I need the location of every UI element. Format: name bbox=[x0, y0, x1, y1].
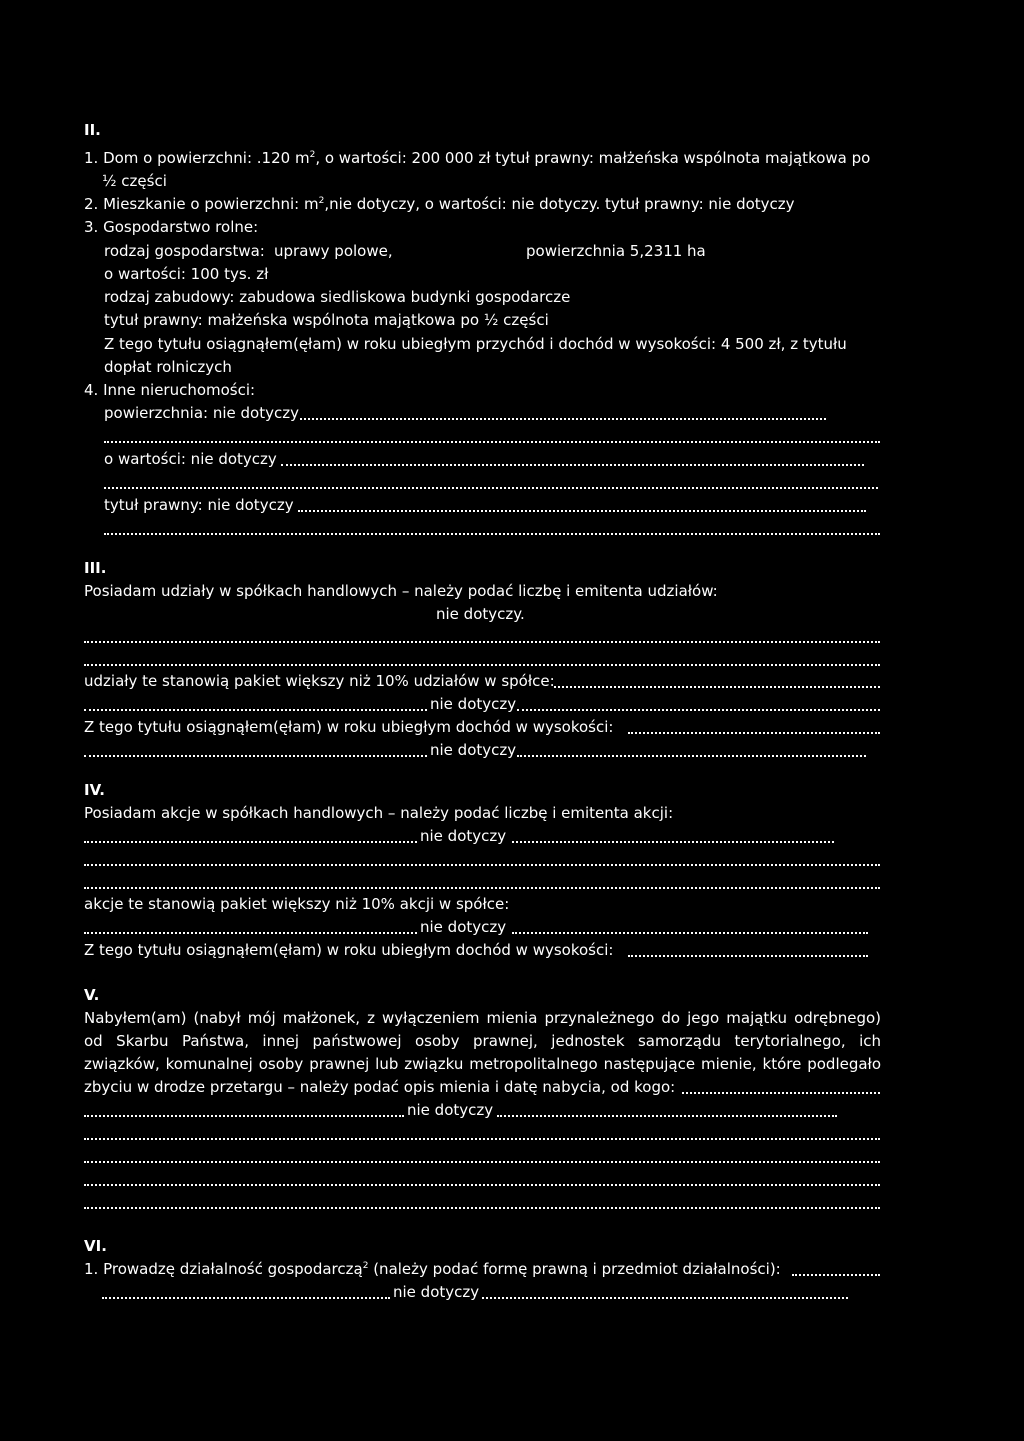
dotted-line bbox=[482, 1297, 848, 1299]
dotted-line bbox=[84, 932, 417, 934]
other-property-area: powierzchnia: nie dotyczy bbox=[104, 404, 299, 422]
dotted-line bbox=[512, 932, 868, 934]
section-vi-heading: VI. bbox=[84, 1237, 107, 1255]
shares-income-answer: nie dotyczy bbox=[430, 741, 517, 759]
apartment-text-a: 2. Mieszkanie o powierzchni: m bbox=[84, 195, 319, 213]
stocks-income-label: Z tego tytułu osiągnąłem(ęłam) w roku ubiegłym dochód w wysokości: bbox=[84, 941, 614, 959]
section-iv-heading: IV. bbox=[84, 781, 105, 799]
farm-area: powierzchnia 5,2311 ha bbox=[526, 242, 706, 260]
farm-type-value: uprawy polowe, bbox=[274, 242, 393, 260]
shares-stake-label: udziały te stanowią pakiet większy niż 10% udziałów w spółce: bbox=[84, 672, 555, 690]
dotted-line bbox=[84, 887, 880, 889]
other-property-legal: tytuł prawny: nie dotyczy bbox=[104, 496, 294, 514]
dotted-line bbox=[84, 1207, 880, 1209]
other-property-value: o wartości: nie dotyczy bbox=[104, 450, 277, 468]
house-line bbox=[84, 148, 870, 168]
farm-value: o wartości: 100 tys. zł bbox=[104, 265, 269, 283]
dotted-line bbox=[84, 1184, 880, 1186]
farm-title: 3. Gospodarstwo rolne: bbox=[84, 218, 259, 236]
shares-stake-answer: nie dotyczy bbox=[430, 695, 517, 713]
farm-legal-title: tytuł prawny: małżeńska wspólnota majątkowa po ½ części bbox=[104, 311, 549, 329]
dotted-line bbox=[517, 709, 880, 711]
other-property-title: 4. Inne nieruchomości: bbox=[84, 381, 256, 399]
dotted-line bbox=[84, 864, 880, 866]
section-ii-heading: II. bbox=[84, 121, 101, 139]
dotted-line bbox=[628, 732, 880, 734]
dotted-line bbox=[84, 1138, 880, 1140]
apartment-text-b: ,nie dotyczy, o wartości: nie dotyczy. tytuł prawny: nie dotyczy bbox=[324, 195, 795, 213]
house-sup: 2 bbox=[309, 150, 316, 160]
dotted-line bbox=[682, 1092, 880, 1094]
house-text-a: 1. Dom o powierzchni: .120 m bbox=[84, 149, 310, 167]
dotted-line bbox=[102, 1297, 390, 1299]
acquisition-line-4: zbyciu w drodze przetargu – należy podać opis mienia i datę nabycia, od kogo: bbox=[84, 1078, 676, 1096]
stocks-intro: Posiadam akcje w spółkach handlowych – należy podać liczbę i emitenta akcji: bbox=[84, 804, 674, 822]
house-text-b: , o wartości: 200 000 zł tytuł prawny: małżeńska wspólnota majątkowa po bbox=[315, 149, 871, 167]
apartment-sup: 2 bbox=[318, 196, 325, 206]
dotted-line bbox=[628, 955, 868, 957]
business-line bbox=[84, 1259, 781, 1279]
business-text-a: 1. Prowadzę działalność gospodarczą bbox=[84, 1260, 363, 1278]
dotted-line bbox=[300, 418, 826, 420]
dotted-line bbox=[517, 755, 866, 757]
shares-intro: Posiadam udziały w spółkach handlowych – należy podać liczbę i emitenta udziałów: bbox=[84, 582, 718, 600]
section-iii-heading: III. bbox=[84, 559, 107, 577]
dotted-line bbox=[281, 464, 864, 466]
farm-type-label: rodzaj gospodarstwa: bbox=[104, 242, 265, 260]
stocks-stake-label: akcje te stanowią pakiet większy niż 10% akcji w spółce: bbox=[84, 895, 510, 913]
dotted-line bbox=[512, 841, 834, 843]
acquisition-answer: nie dotyczy bbox=[407, 1101, 494, 1119]
dotted-line bbox=[497, 1115, 837, 1117]
dotted-line bbox=[792, 1274, 880, 1276]
farm-income-b: dopłat rolniczych bbox=[104, 358, 232, 376]
house-share: ½ części bbox=[102, 172, 167, 190]
dotted-line bbox=[104, 441, 880, 443]
farm-buildings: rodzaj zabudowy: zabudowa siedliskowa budynki gospodarcze bbox=[104, 288, 571, 306]
business-sup: 2 bbox=[362, 1261, 369, 1271]
dotted-line bbox=[104, 533, 880, 535]
dotted-line bbox=[84, 664, 880, 666]
dotted-line bbox=[104, 487, 878, 489]
dotted-line bbox=[84, 709, 427, 711]
stocks-answer: nie dotyczy bbox=[420, 827, 507, 845]
farm-income-a: Z tego tytułu osiągnąłem(ęłam) w roku ubiegłym przychód i dochód w wysokości: 4 500 zł, z tytułu bbox=[104, 335, 847, 353]
business-answer: nie dotyczy bbox=[393, 1283, 480, 1301]
business-text-b: (należy podać formę prawną i przedmiot działalności): bbox=[368, 1260, 781, 1278]
dotted-line bbox=[298, 510, 866, 512]
section-v-heading: V. bbox=[84, 986, 100, 1004]
dotted-line bbox=[84, 1161, 880, 1163]
acquisition-line-3: związków, komunalnej osoby prawnej lub związku metropolitalnego następujące mienie, które podlegało bbox=[84, 1055, 881, 1073]
dotted-line bbox=[84, 641, 880, 643]
dotted-line bbox=[554, 686, 880, 688]
apartment-line bbox=[84, 194, 795, 214]
dotted-line bbox=[84, 1115, 404, 1117]
acquisition-line-1: Nabyłem(am) (nabył mój małżonek, z wyłączeniem mienia przynależnego do jego majątku odrębnego) bbox=[84, 1009, 881, 1027]
acquisition-line-2: od Skarbu Państwa, innej państwowej osoby prawnej, jednostek samorządu terytorialnego, ich bbox=[84, 1032, 881, 1050]
dotted-line bbox=[84, 755, 427, 757]
stocks-stake-answer: nie dotyczy bbox=[420, 918, 507, 936]
shares-answer: nie dotyczy. bbox=[436, 605, 525, 623]
shares-income-label: Z tego tytułu osiągnąłem(ęłam) w roku ubiegłym dochód w wysokości: bbox=[84, 718, 614, 736]
dotted-line bbox=[84, 841, 417, 843]
